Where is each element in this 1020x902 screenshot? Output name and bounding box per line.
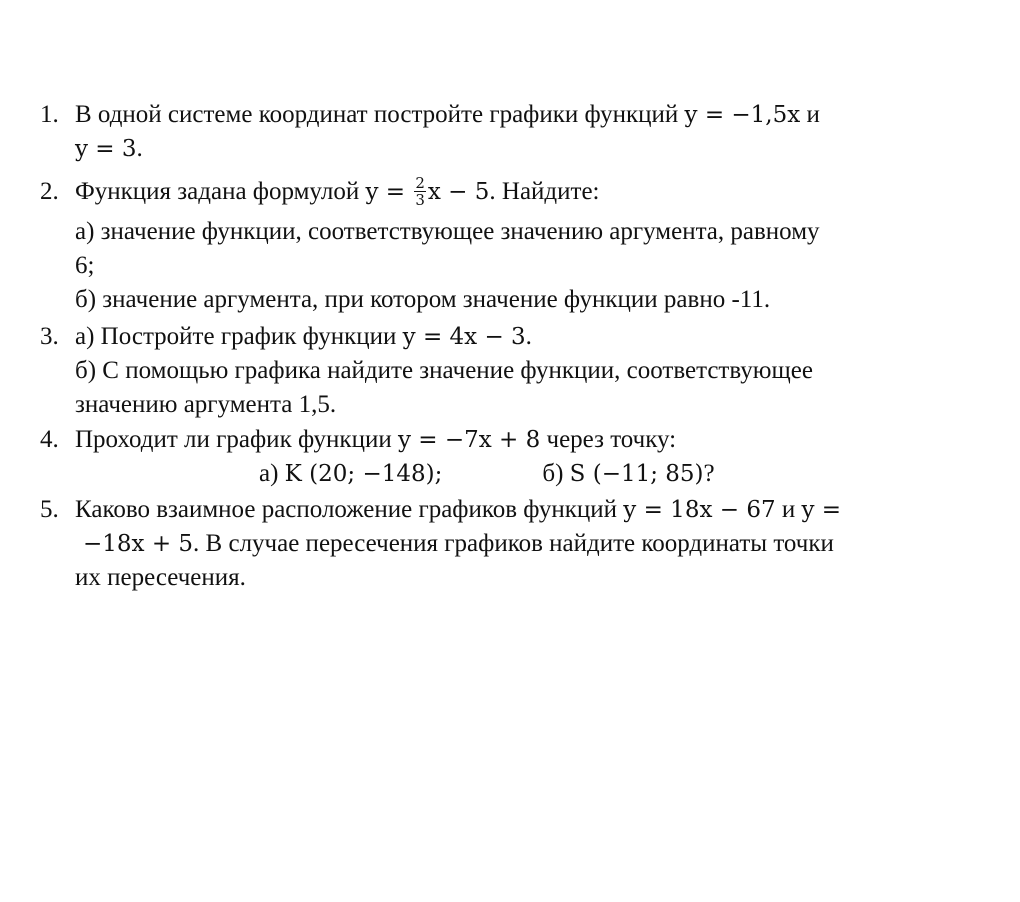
option-b-label: б) xyxy=(542,460,570,487)
formula: x − 5 xyxy=(427,179,490,205)
formula: y = −1,5x xyxy=(684,102,801,128)
formula: y = xyxy=(365,179,413,205)
option-a-label: а) xyxy=(259,460,285,487)
task-text: В одной системе координат постройте графики функций xyxy=(75,101,685,128)
task-line xyxy=(75,132,940,166)
task-subitem-b: б) С помощью графика найдите значение функции, соответствующее xyxy=(75,357,813,384)
task-number: 4. xyxy=(40,426,59,453)
fraction-numerator: 2 xyxy=(415,173,425,192)
task-text: а) Постройте график функции xyxy=(75,323,403,350)
task-subitem-a: а) значение функции, соответствующее значению аргумента, равному xyxy=(75,218,820,245)
task-line: их пересечения. xyxy=(75,564,246,591)
fraction xyxy=(414,175,426,208)
task-number: 2. xyxy=(40,178,59,205)
formula: y = 3 xyxy=(75,136,137,162)
formula: y = −7x + 8 xyxy=(397,427,541,453)
point-s: S (−11; 85) xyxy=(569,461,704,487)
task-text: и xyxy=(775,496,802,523)
task-subitem-a-cont: 6; xyxy=(75,252,95,279)
task-line xyxy=(75,527,940,561)
task-number: 3. xyxy=(40,323,59,350)
task-text: и xyxy=(800,101,820,128)
formula: y = xyxy=(801,497,842,523)
task-2 xyxy=(40,175,940,317)
fraction-denominator: 3 xyxy=(415,190,425,209)
task-1 xyxy=(40,98,940,166)
task-5 xyxy=(40,493,940,595)
task-number: 5. xyxy=(40,496,59,523)
task-text: . В случае пересечения графиков найдите координаты точки xyxy=(193,530,834,557)
task-options xyxy=(75,457,940,491)
task-text: . Найдите: xyxy=(489,178,600,205)
task-line xyxy=(75,493,940,527)
task-text: . xyxy=(136,135,143,162)
task-4 xyxy=(40,423,940,491)
task-3 xyxy=(40,320,940,422)
formula: −18x + 5 xyxy=(83,531,194,557)
task-text: . xyxy=(525,323,532,350)
task-line xyxy=(75,175,940,209)
task-line xyxy=(75,320,940,354)
task-line xyxy=(75,423,940,457)
task-line xyxy=(75,98,940,132)
task-text: ? xyxy=(703,460,715,487)
task-subitem-b: б) значение аргумента, при котором значение функции равно -11. xyxy=(75,286,771,313)
point-k: K (20; −148); xyxy=(284,461,443,487)
task-text: Функция задана формулой xyxy=(75,178,366,205)
task-text: Каково взаимное расположение графиков функций xyxy=(75,496,624,523)
formula: y = 18x − 67 xyxy=(623,497,776,523)
formula: y = 4x − 3 xyxy=(402,324,526,350)
task-subitem-b-cont: значению аргумента 1,5. xyxy=(75,391,337,418)
task-number: 1. xyxy=(40,101,59,128)
task-text: через точку: xyxy=(540,426,677,453)
task-text: Проходит ли график функции xyxy=(75,426,398,453)
